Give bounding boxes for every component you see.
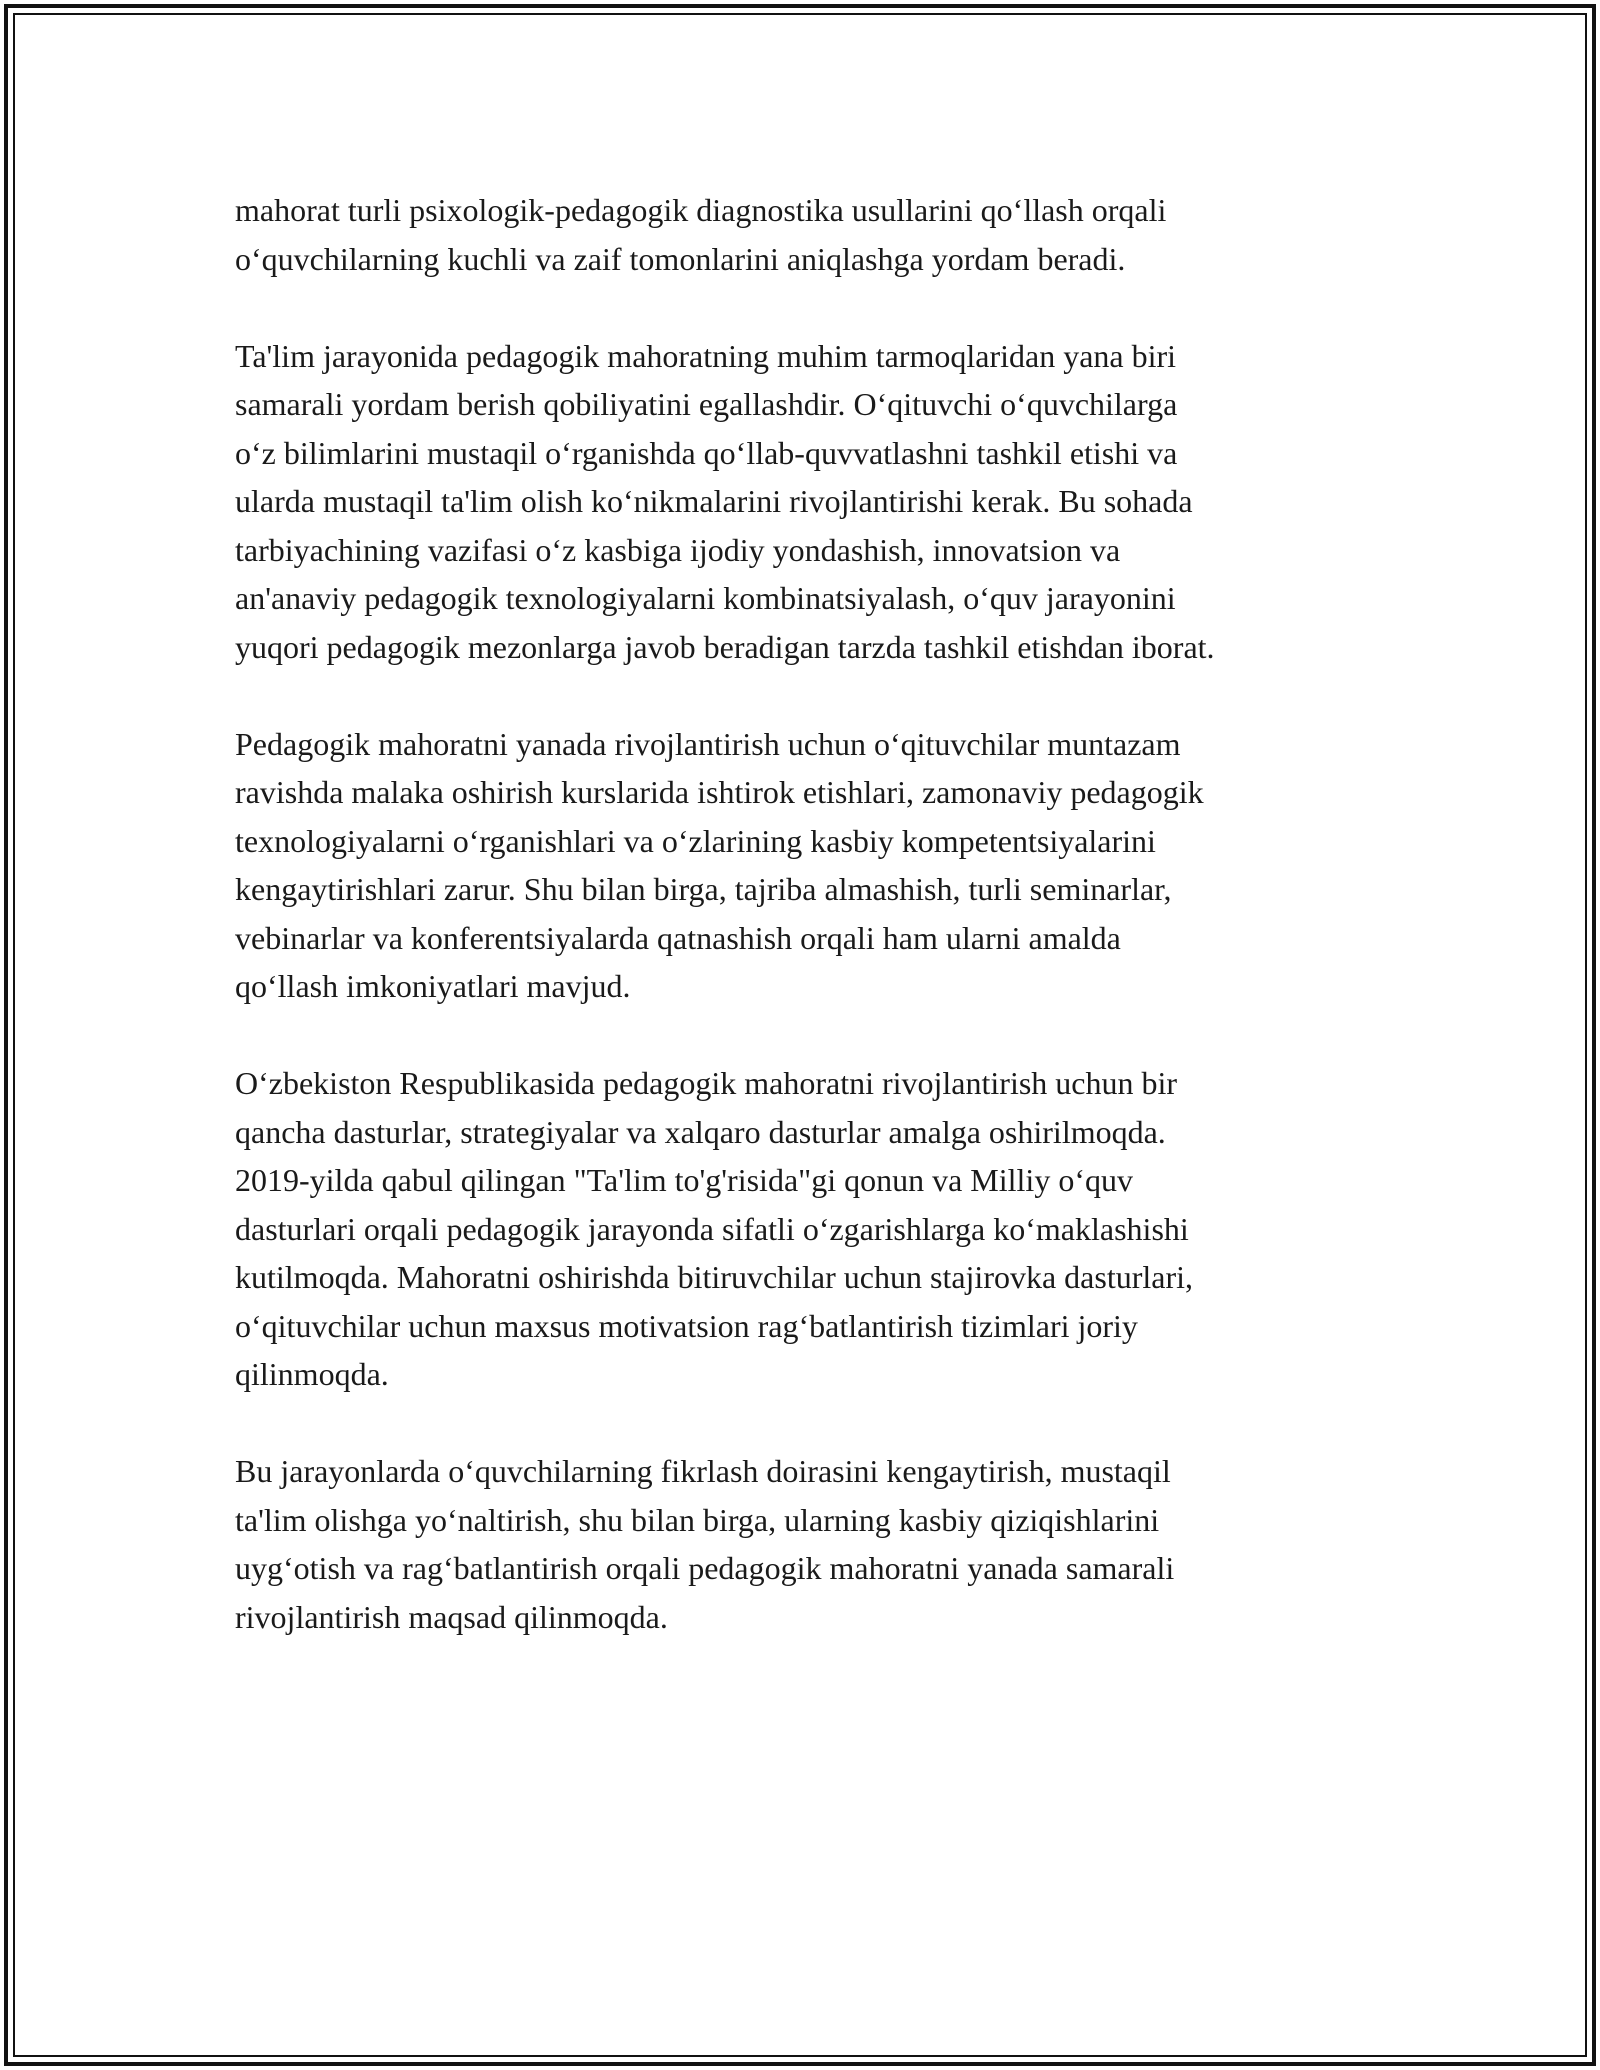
text-line: o‘z bilimlarini mustaqil o‘rganishda qo‘llab-quvvatlashni tashkil etishi va [235, 434, 1178, 471]
paragraph-conclusion [235, 1447, 1385, 1641]
text-line: qilinmoqda. [235, 1356, 389, 1392]
text-line: samarali yordam berish qobiliyatini egallashdir. O‘qituvchi o‘quvchilarga [235, 386, 1178, 422]
text-line: yuqori pedagogik mezonlarga javob beradigan tarzda tashkil etishdan iborat. [235, 628, 1215, 665]
paragraph-professional-development [235, 720, 1385, 1011]
text-line: ularda mustaqil ta'lim olish ko‘nikmalarini rivojlantirishi kerak. Bu sohada [235, 483, 1193, 519]
text-line: O‘zbekiston Respublikasida pedagogik mahoratni rivojlantirish uchun bir [235, 1065, 1178, 1101]
text-line: mahorat turli psixologik-pedagogik diagnostika usullarini qo‘llash orqali [235, 192, 1167, 228]
text-line: ravishda malaka oshirish kurslarida ishtirok etishlari, zamonaviy pedagogik [235, 774, 1204, 810]
text-line: Ta'lim jarayonida pedagogik mahoratning muhim tarmoqlaridan yana biri [235, 337, 1177, 374]
text-line: o‘quvchilarning kuchli va zaif tomonlarini aniqlashga yordam beradi. [235, 240, 1126, 277]
text-line: uyg‘otish va rag‘batlantirish orqali pedagogik mahoratni yanada samarali [235, 1550, 1175, 1586]
text-line: kengaytirishlari zarur. Shu bilan birga, tajriba almashish, turli seminarlar, [235, 871, 1172, 907]
text-line: Pedagogik mahoratni yanada rivojlantirish uchun o‘qituvchilar muntazam [235, 725, 1181, 762]
text-line: ta'lim olishga yo‘naltirish, shu bilan birga, ularning kasbiy qiziqishlarini [235, 1501, 1160, 1538]
paragraph-support-ability [235, 332, 1385, 672]
text-line: vebinarlar va konferentsiyalarda qatnashish orqali ham ularni amalda [235, 919, 1121, 956]
text-line: an'anaviy pedagogik texnologiyalarni kombinatsiyalash, o‘quv jarayonini [235, 580, 1176, 616]
text-line: Bu jarayonlarda o‘quvchilarning fikrlash doirasini kengaytirish, mustaqil [235, 1453, 1171, 1489]
document-body [235, 186, 1385, 1690]
text-line: rivojlantirish maqsad qilinmoqda. [235, 1598, 668, 1635]
text-line: o‘qituvchilar uchun maxsus motivatsion rag‘batlantirish tizimlari joriy [235, 1307, 1138, 1344]
text-line: qancha dasturlar, strategiyalar va xalqaro dasturlar amalga oshirilmoqda. [235, 1113, 1166, 1150]
paragraph-diagnostics [235, 186, 1385, 283]
text-line: kutilmoqda. Mahoratni oshirishda bitiruvchilar uchun stajirovka dasturlari, [235, 1259, 1194, 1295]
text-line: tarbiyachining vazifasi o‘z kasbiga ijodiy yondashish, innovatsion va [235, 531, 1121, 568]
paragraph-national-programs [235, 1059, 1385, 1399]
text-line: 2019-yilda qabul qilingan "Ta'lim to'g'risida"gi qonun va Milliy o‘quv [235, 1162, 1133, 1198]
text-line: dasturlari orqali pedagogik jarayonda sifatli o‘zgarishlarga ko‘maklashishi [235, 1210, 1189, 1247]
text-line: texnologiyalarni o‘rganishlari va o‘zlarining kasbiy kompetentsiyalarini [235, 822, 1156, 859]
text-line: qo‘llash imkoniyatlari mavjud. [235, 968, 631, 1004]
